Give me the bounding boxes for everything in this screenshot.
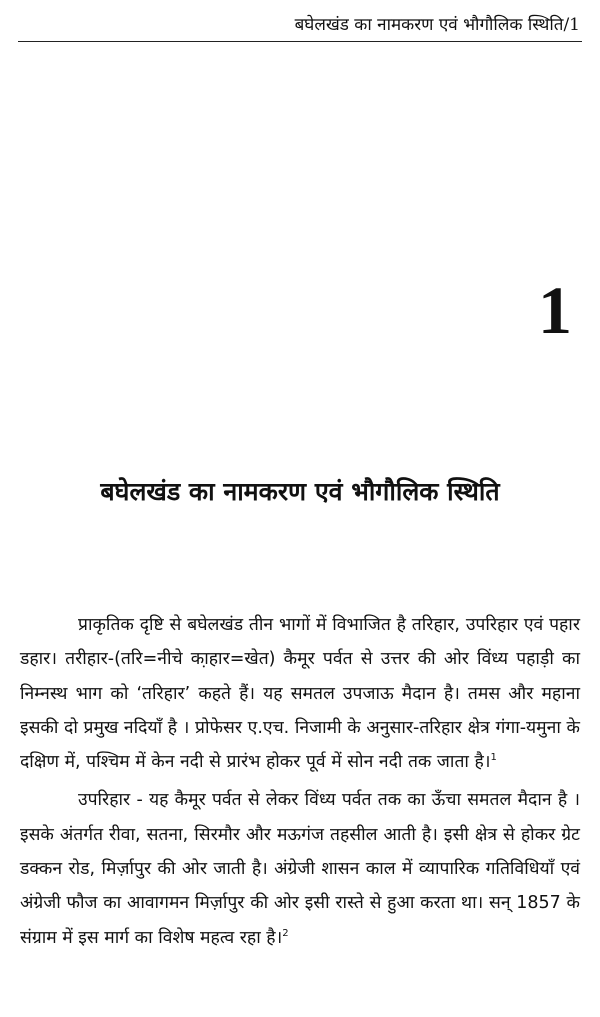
running-header: बघेलखंड का नामकरण एवं भौगौलिक स्थिति/1 bbox=[294, 15, 580, 35]
paragraph-2 bbox=[20, 783, 580, 954]
body-text bbox=[20, 608, 580, 959]
paragraph-1-text: प्राकृतिक दृष्टि से बघेलखंड तीन भागों में विभाजित है तरिहार, उपरिहार एवं पहार डहार। तरीहार-(तरि=नीचे का़हार=खेत) कैमूर पर्वत से उत्तर की ओर विंध्य पहाड़ी का निम्नस्थ भाग को ‘तरिहार’ कहते हैं। यह समतल उपजाऊ मैदान है। तमस और महाना इसकी दो प्रमुख नदियाँ है । प्रोफेसर ए.एच. निजामी के अनुसार-तरिहार क्षेत्र गंगा-यमुना के दक्षिण में, पश्चिम में केन नदी से प्रारंभ होकर पूर्व में सोन नदी तक जाता है। bbox=[20, 615, 580, 773]
footnote-ref-1: 1 bbox=[490, 752, 497, 764]
paragraph-2-text: उपरिहार - यह कैमूर पर्वत से लेकर विंध्य पर्वत तक का ऊँचा समतल मैदान है । इसके अंतर्गत रीवा, सतना, सिरमौर और मऊगंज तहसील आती है। इसी क्षेत्र से होकर ग्रेट डक्कन रोड, मिर्ज़ापुर की ओर जाती है। अंग्रेजी शासन काल में व्यापारिक गतिविधियाँ एवं अंग्रेजी फौज का आवागमन मिर्ज़ापुर की ओर इसी रास्ते से हुआ करता था। सन् 1857 के संग्राम में इस मार्ग का विशेष महत्व रहा है। bbox=[20, 790, 580, 948]
footnote-ref-2: 2 bbox=[282, 927, 289, 939]
chapter-title: बघेलखंड का नामकरण एवं भौगौलिक स्थिति bbox=[100, 477, 500, 506]
chapter-number: 1 bbox=[538, 272, 572, 348]
header-rule bbox=[18, 41, 582, 42]
paragraph-1 bbox=[20, 608, 580, 779]
